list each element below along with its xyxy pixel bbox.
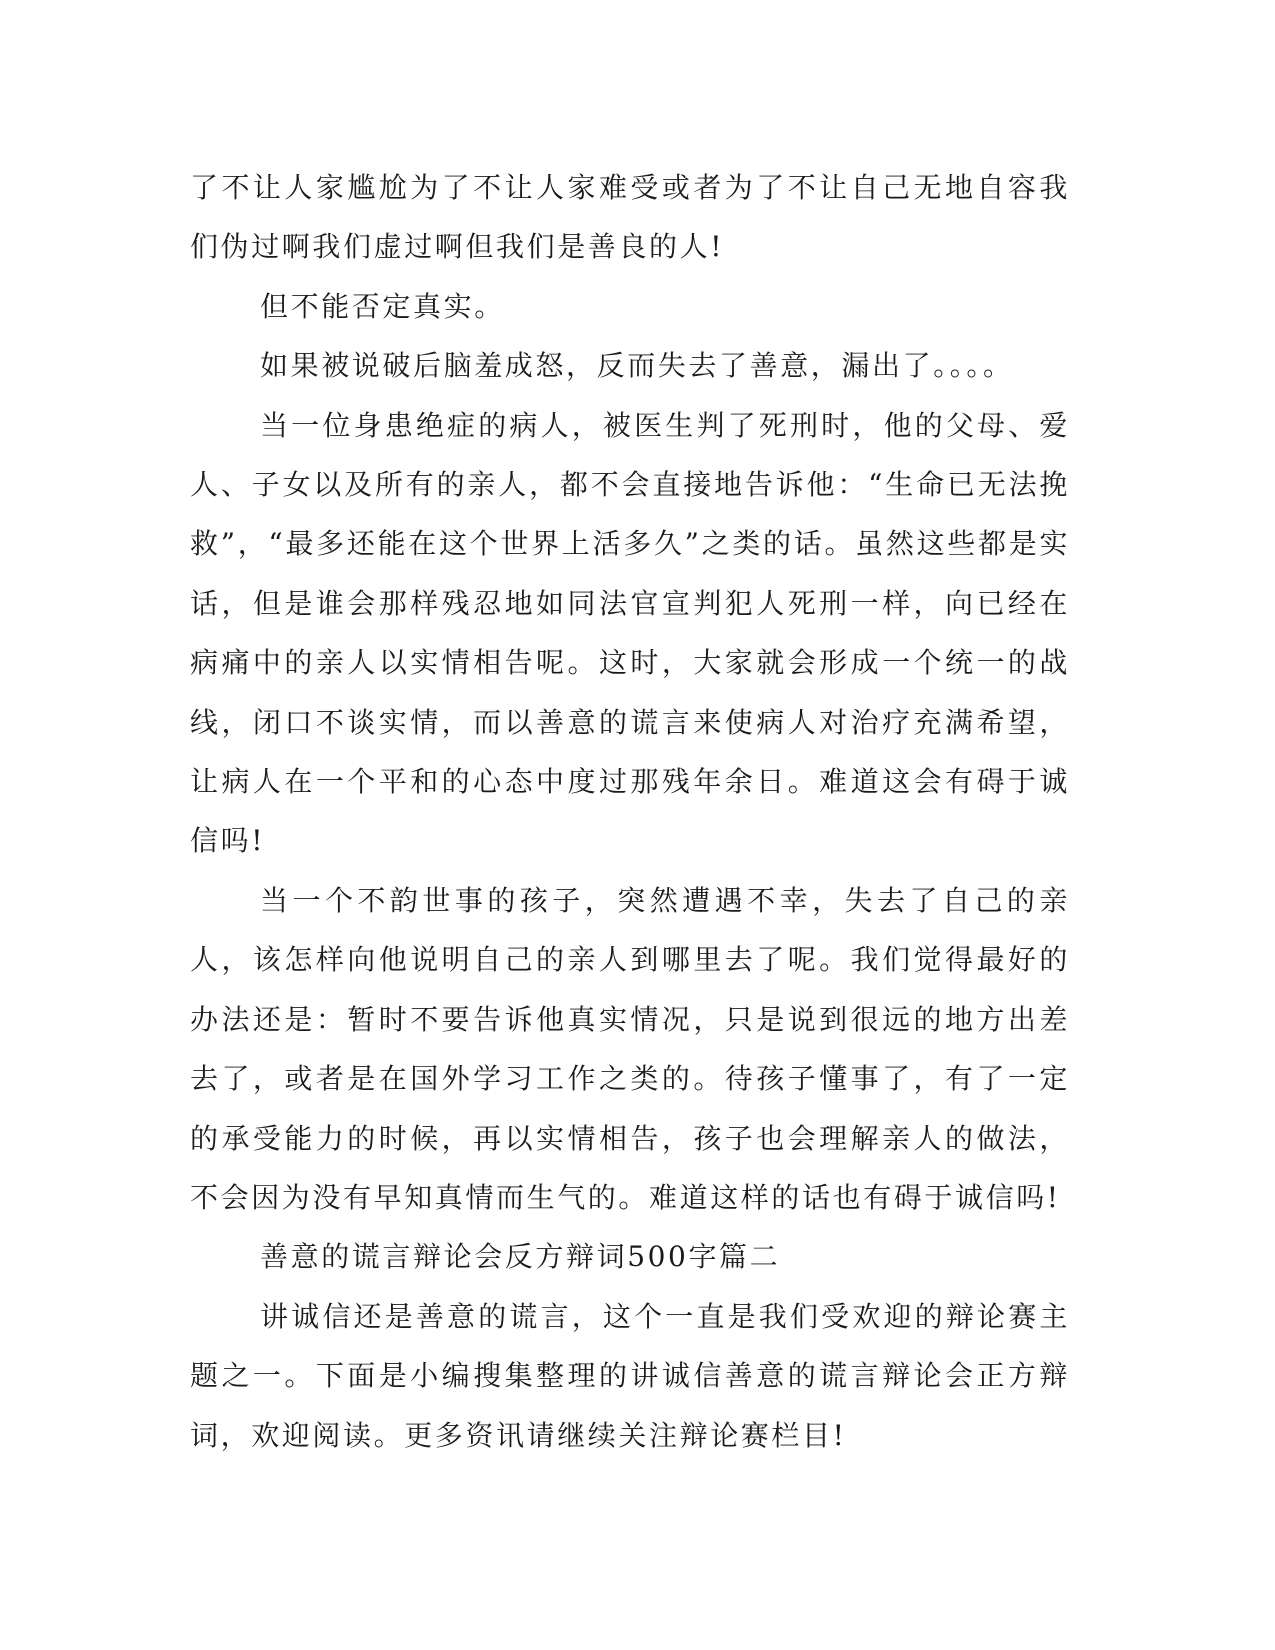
paragraph-child: 当一个不韵世事的孩子，突然遭遇不幸，失去了自己的亲人，该怎样向他说明自己的亲人到哪里去了呢。我们觉得最好的办法还是：暂时不要告诉他真实情况，只是说到很远的地方出差去了，或者是在国外学习工作之类的。待孩子懂事了，有了一定的承受能力的时候，再以实情相告，孩子也会理解亲人的做法，不会因为没有早知真情而生气的。难道这样的话也有碍于诚信吗! <box>190 883 1070 1214</box>
paragraph-truth: 但不能否定真实。 <box>260 289 505 323</box>
paragraph-patient: 当一位身患绝症的病人，被医生判了死刑时，他的父母、爱人、子女以及所有的亲人，都不会直接地告诉他：“生命已无法挽救”，“最多还能在这个世界上活多久”之类的话。虽然这些都是实话，但是谁会那样残忍地如同法官宣判犯人死刑一样，向已经在病痛中的亲人以实情相告呢。这时，大家就会形成一个统一的战线，闭口不谈实情，而以善意的谎言来使病人对治疗充满希望，让病人在一个平和的心态中度过那残年余日。难道这会有碍于诚信吗! <box>190 408 1070 858</box>
paragraph-continuation: 了不让人家尴尬为了不让人家难受或者为了不让自己无地自容我们伪过啊我们虚过啊但我们是善良的人! <box>190 171 1070 264</box>
section-heading: 善意的谎言辩论会反方辩词500字篇二 <box>260 1240 781 1274</box>
document-body <box>190 158 1070 1465</box>
paragraph-anger: 如果被说破后脑羞成怒，反而失去了善意，漏出了。。。。 <box>260 349 1014 383</box>
paragraph-intro: 讲诚信还是善意的谎言，这个一直是我们受欢迎的辩论赛主题之一。下面是小编搜集整理的讲诚信善意的谎言辩论会正方辩词，欢迎阅读。更多资讯请继续关注辩论赛栏目! <box>190 1299 1070 1452</box>
